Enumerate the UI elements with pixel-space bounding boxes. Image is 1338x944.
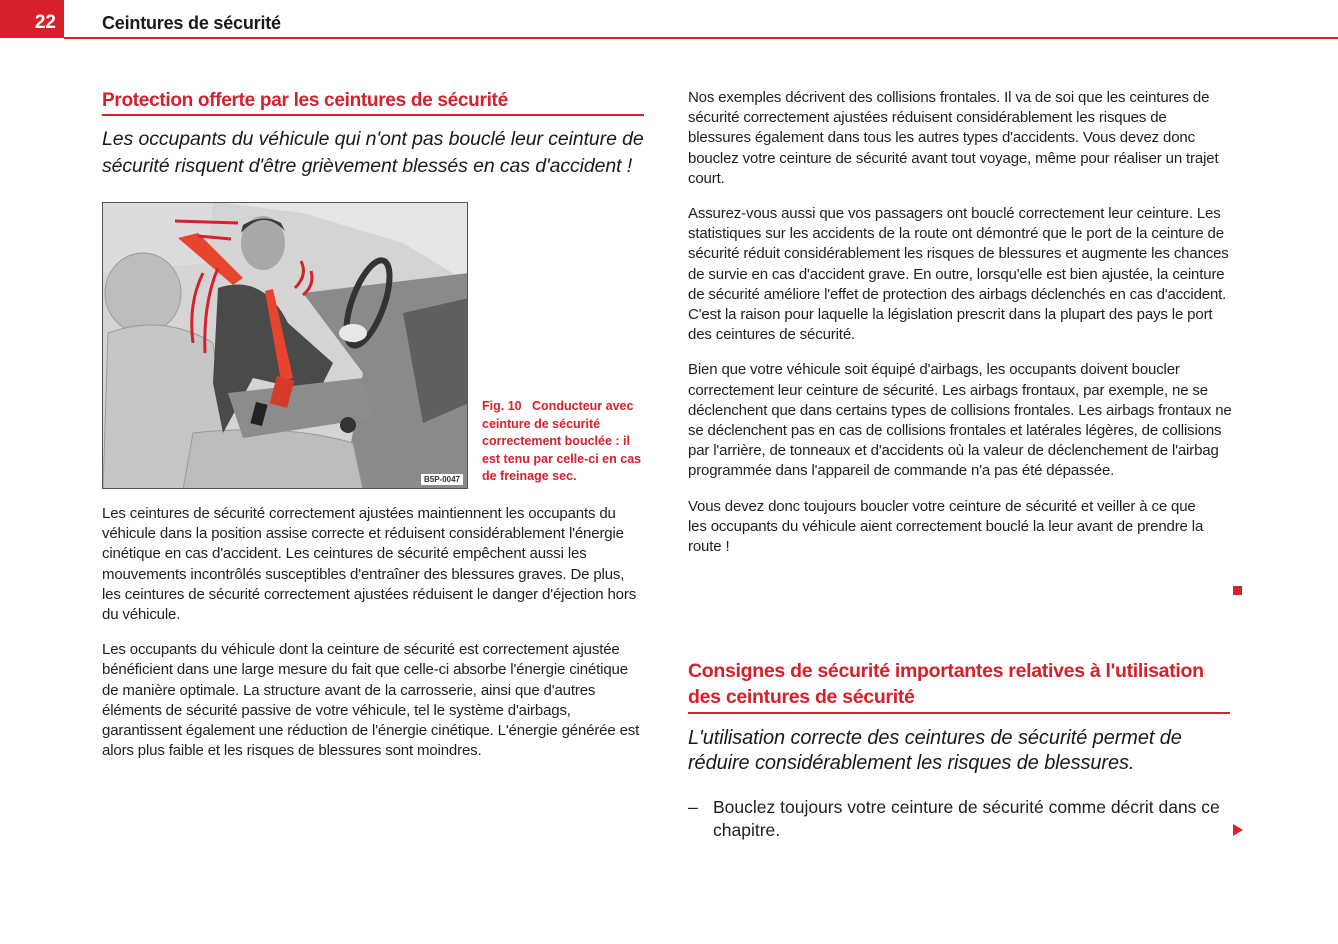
- section-title-protection: Protection offerte par les ceintures de sécurité: [102, 88, 644, 116]
- list-item-text: Bouclez toujours votre ceinture de sécurité comme décrit dans ce chapitre.: [713, 797, 1220, 840]
- dash-bullet: –: [688, 797, 698, 817]
- paragraph: Vous devez donc toujours boucler votre ceinture de sécurité et veiller à ce que les occupants du véhicule aient correctement bouclé la leur avant de prendre la route !: [688, 497, 1204, 556]
- chapter-title: Ceintures de sécurité: [102, 13, 281, 33]
- page-number: [0, 0, 64, 38]
- section-intro: L'utilisation correcte des ceintures de sécurité permet de réduire considérablement les risques de blessures.: [688, 727, 1182, 774]
- driver-seatbelt-illustration: [102, 202, 468, 489]
- left-column: [102, 88, 644, 776]
- section-title-instructions: Consignes de sécurité importantes relatives à l'utilisation des ceintures de sécurité: [688, 658, 1230, 714]
- section-intro: Les occupants du véhicule qui n'ont pas bouclé leur ceinture de sécurité risquent d'être grièvement blessés en cas d'accident !: [102, 128, 644, 177]
- figure-caption-text: Conducteur avec ceinture de sécurité correctement bouclée : il est tenu par celle-ci en cas de freinage sec.: [482, 399, 642, 483]
- car-interior-icon: [103, 203, 468, 489]
- red-square-icon: [1233, 586, 1242, 595]
- header-rule: [64, 37, 1338, 39]
- list-item: [688, 796, 1230, 842]
- section-safety-instructions: [688, 658, 1230, 842]
- right-column: [688, 88, 1233, 572]
- figure-caption: [482, 398, 647, 486]
- figure-10: [102, 202, 644, 492]
- paragraph: Bien que votre véhicule soit équipé d'airbags, les occupants doivent boucler correctement leur ceinture de sécurité. Les airbags frontaux, par exemple, ne se déclenchent que dans certains types de collisions frontales. Les airbags frontaux ne se déclenchent pas en cas de collisions frontales et latérales légères, de collisions par l'arrière, de tonneaux et d'accidents où la valeur de déclenchement de l'airbag programmée dans l'appareil de commande n'a pas été dépassée.: [688, 361, 1232, 480]
- paragraph: Les occupants du véhicule dont la ceinture de sécurité est correctement ajustée bénéficient dans une large mesure du fait que celle-ci absorbe l'énergie cinétique de manière optimale. La structure avant de la carrosserie, ainsi que d'autres éléments de sécurité passive de votre véhicule, tel le système d'airbags, garantissent également une réduction de l'énergie cinétique. L'énergie générée est alors plus faible et les risques de blessures sont moindres.: [102, 641, 640, 760]
- page-number-text: 22: [34, 12, 56, 33]
- paragraph: Nos exemples décrivent des collisions frontales. Il va de soi que les ceintures de sécurité correctement ajustées réduisent considérablement les risques de blessures également dans tous les autres types d'accidents. Vous devez donc bouclez votre ceinture de sécurité avant tout voyage, même pour réaliser un trajet court.: [688, 89, 1219, 187]
- figure-label: Fig. 10: [482, 399, 522, 413]
- paragraph: Les ceintures de sécurité correctement ajustées maintiennent les occupants du véhicule dans la position assise correcte et réduisent considérablement l'énergie cinétique en cas d'accident. Les ceintures de sécurité empêchent aussi les mouvements incontrôlés susceptibles d'entraîner des blessures graves. De plus, les ceintures de sécurité correctement ajustées réduisent le danger d'éjection hors du véhicule.: [102, 505, 637, 624]
- paragraph: Assurez-vous aussi que vos passagers ont bouclé correctement leur ceinture. Les statistiques sur les accidents de la route ont démontré que le port de la ceinture de sécurité réduit considérablement les risques de blessures et augmente les chances de survie en cas d'accident grave. En outre, lorsqu'elle est bien ajustée, la ceinture de sécurité améliore l'effet de protection des airbags déclenchés en cas d'accident. C'est la raison pour laquelle la législation prescrit dans la plupart des pays le port des ceintures de sécurité.: [688, 205, 1229, 344]
- red-triangle-right-icon: [1233, 824, 1243, 836]
- figure-code: B5P-0047: [421, 474, 463, 485]
